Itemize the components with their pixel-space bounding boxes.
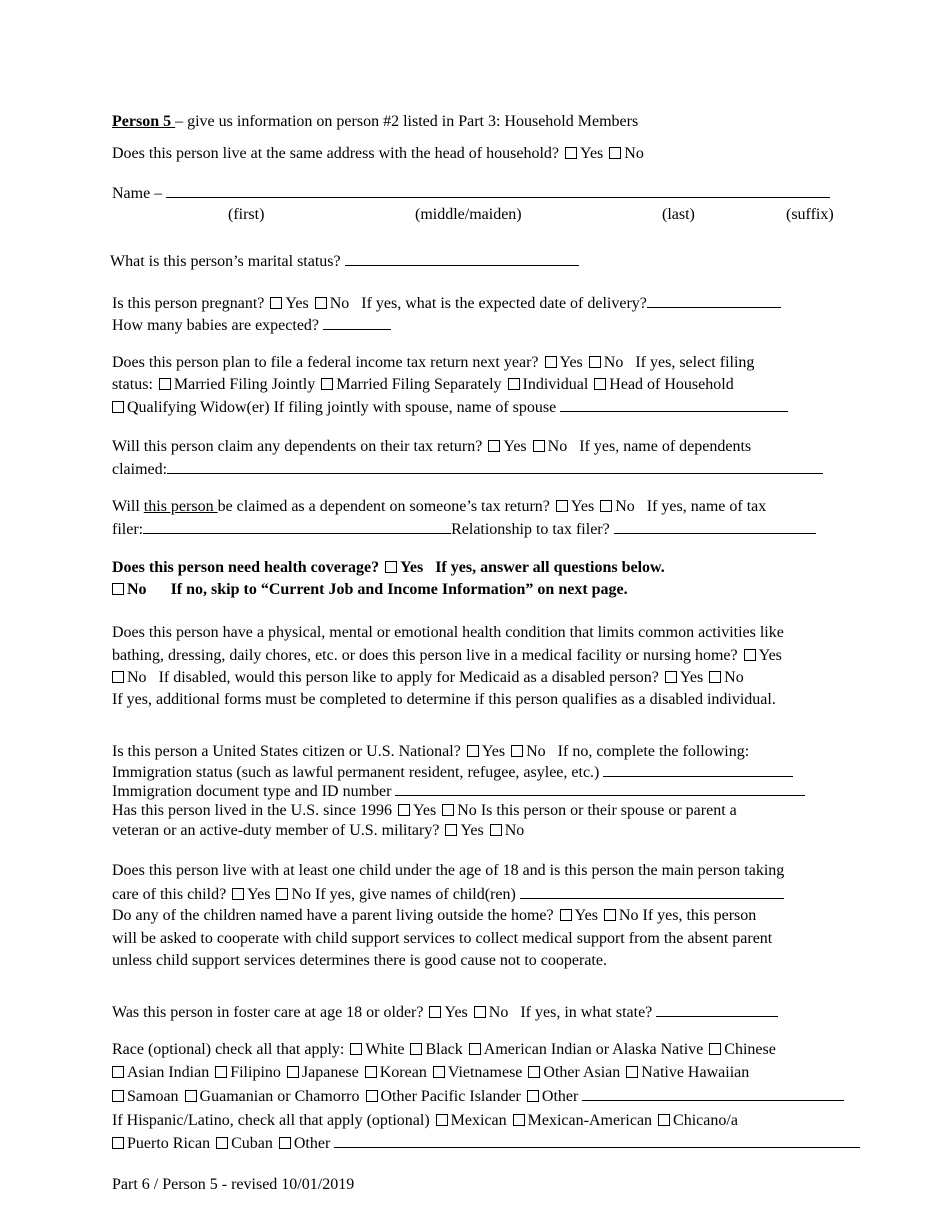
mfs-label: Married Filing Separately (336, 376, 502, 393)
yes-label: Yes (758, 647, 782, 664)
no-label: No (504, 822, 525, 839)
foster-question: Was this person in foster care at age 18 or older? (112, 1004, 424, 1021)
since-1996-yes-checkbox[interactable] (398, 804, 410, 816)
chinese-label: Chinese (724, 1041, 776, 1058)
filipino-label: Filipino (230, 1064, 281, 1081)
dependents-input[interactable] (167, 459, 823, 474)
foster-yes-checkbox[interactable] (429, 1006, 441, 1018)
citizen-question: Is this person a United States citizen or U.S. National? (112, 743, 461, 760)
same-address-yes-checkbox[interactable] (565, 147, 577, 159)
no-label: No (329, 295, 350, 312)
disability-yes-checkbox[interactable] (744, 649, 756, 661)
filer-input[interactable] (143, 519, 451, 534)
will-text: Will (112, 498, 144, 515)
samoan-label: Samoan (127, 1088, 179, 1105)
yes-label: Yes (285, 295, 309, 312)
military-no-checkbox[interactable] (490, 824, 502, 836)
child-names-label: If yes, give names of child(ren) (315, 886, 516, 903)
race-row-2 (112, 1063, 749, 1083)
race-row-1 (112, 1040, 776, 1060)
this-person-text: this person (143, 498, 218, 515)
marital-question: What is this person’s marital status? (110, 253, 341, 270)
immigration-status-input[interactable] (603, 762, 793, 777)
section-header (112, 112, 638, 132)
tax-no-checkbox[interactable] (589, 356, 601, 368)
immigration-document-label: Immigration document type and ID number (112, 783, 392, 800)
chinese-checkbox[interactable] (709, 1043, 721, 1055)
disability-line-2 (112, 646, 782, 666)
header-text: – give us information on person #2 listed in Part 3: Household Members (175, 113, 639, 130)
japanese-label: Japanese (301, 1064, 359, 1081)
child-line-1: Does this person live with at least one child under the age of 18 and is this person the main person taking (112, 862, 785, 879)
yes-label: Yes (481, 743, 506, 760)
native-hawaiian-checkbox[interactable] (626, 1066, 638, 1078)
yes-label: Yes (559, 354, 583, 371)
black-checkbox[interactable] (410, 1043, 422, 1055)
dependents-no-checkbox[interactable] (533, 440, 545, 452)
yes-label: Yes (679, 669, 704, 686)
foster-no-checkbox[interactable] (474, 1006, 486, 1018)
medicaid-question: If disabled, would this person like to apply for Medicaid as a disabled person? (158, 669, 659, 686)
no-label: No (457, 802, 477, 819)
coverage-no-note: If no, skip to “Current Job and Income Information” on next page. (170, 581, 628, 598)
vietnamese-checkbox[interactable] (433, 1066, 445, 1078)
no-label: No (127, 581, 147, 598)
child-line-5: unless child support services determines there is good cause not to cooperate. (112, 952, 607, 969)
military-yes-checkbox[interactable] (445, 824, 457, 836)
race-other-label: Other (541, 1088, 579, 1105)
citizen-if-no: If no, complete the following: (557, 743, 750, 760)
veteran-question: Is this person or their spouse or parent a (480, 802, 737, 819)
no-label: No (291, 886, 312, 903)
immigration-status-row (112, 762, 793, 783)
no-label: No (615, 498, 635, 515)
dependents-claimed-row (112, 459, 823, 480)
foster-state-input[interactable] (656, 1002, 778, 1017)
child-names-input[interactable] (520, 884, 784, 899)
dependents-names-label: If yes, name of dependents (579, 438, 752, 455)
hispanic-row-1 (112, 1111, 738, 1131)
vietnamese-label: Vietnamese (447, 1064, 523, 1081)
coverage-question: Does this person need health coverage? (112, 559, 380, 576)
tax-yes-checkbox[interactable] (545, 356, 557, 368)
yes-label: Yes (580, 145, 604, 162)
korean-checkbox[interactable] (365, 1066, 377, 1078)
yes-label: Yes (247, 886, 271, 903)
yes-label: Yes (412, 802, 437, 819)
child-care-row (112, 884, 784, 905)
babies-question: How many babies are expected? (112, 317, 320, 334)
parent-question: Do any of the children named have a parent living outside the home? (112, 907, 554, 924)
native-hawaiian-label: Native Hawaiian (641, 1064, 750, 1081)
citizen-row (112, 742, 749, 762)
disability-line-1: Does this person have a physical, mental or emotional health condition that limits common activities like (112, 624, 784, 641)
no-label: No (526, 743, 546, 760)
pregnant-yes-checkbox[interactable] (270, 297, 282, 309)
filer-label: filer: (112, 521, 144, 538)
foster-state-label: If yes, in what state? (520, 1004, 653, 1021)
race-row-3 (112, 1086, 844, 1107)
name-row (112, 183, 830, 204)
military-row (112, 821, 524, 841)
no-label: No (488, 1004, 509, 1021)
child-care-question: care of this child? (112, 886, 227, 903)
hispanic-label: If Hispanic/Latino, check all that apply (optional) (112, 1112, 430, 1129)
asian-indian-label: Asian Indian (127, 1064, 210, 1081)
claimed-label: claimed: (112, 461, 168, 478)
status-label: status: (112, 376, 153, 393)
chicano-label: Chicano/a (673, 1112, 738, 1129)
child-line-4: will be asked to cooperate with child support services to collect medical support from the absent parent (112, 930, 773, 947)
mfs-checkbox[interactable] (321, 378, 333, 390)
babies-input[interactable] (323, 315, 391, 330)
dependents-question: Will this person claim any dependents on their tax return? (112, 438, 483, 455)
filipino-checkbox[interactable] (215, 1066, 227, 1078)
cuban-checkbox[interactable] (216, 1137, 228, 1149)
child-no-checkbox[interactable] (276, 888, 288, 900)
claimed-dependent-row (112, 497, 766, 517)
disability-question: bathing, dressing, daily chores, etc. or does this person live in a medical facility or nursing home? (112, 647, 738, 664)
mexican-american-label: Mexican-American (527, 1112, 653, 1129)
disability-line-4: If yes, additional forms must be completed to determine if this person qualifies as a disabled individual. (112, 691, 776, 708)
filing-intro: If yes, select filing (635, 354, 755, 371)
same-address-question: Does this person live at the same address with the head of household? (112, 145, 559, 162)
parent-yes-checkbox[interactable] (560, 909, 572, 921)
immigration-status-label: Immigration status (such as lawful permanent resident, refugee, asylee, etc.) (112, 764, 600, 781)
spouse-input[interactable] (560, 397, 788, 412)
samoan-checkbox[interactable] (112, 1090, 124, 1102)
widow-checkbox[interactable] (112, 401, 124, 413)
individual-label: Individual (522, 376, 589, 393)
race-other-input[interactable] (582, 1086, 844, 1101)
black-label: Black (425, 1041, 463, 1058)
since-1996-no-checkbox[interactable] (442, 804, 454, 816)
page-footer: Part 6 / Person 5 - revised 10/01/2019 (112, 1176, 355, 1193)
yes-label: Yes (460, 822, 484, 839)
immigration-document-input[interactable] (395, 781, 805, 796)
claimed-no-checkbox[interactable] (600, 500, 612, 512)
person-label: Person 5 (112, 113, 176, 130)
hispanic-other-checkbox[interactable] (279, 1137, 291, 1149)
yes-label: Yes (503, 438, 527, 455)
guamanian-label: Guamanian or Chamorro (199, 1088, 360, 1105)
dependents-row (112, 437, 751, 457)
middle-caption: (middle/maiden) (415, 206, 522, 223)
babies-row (112, 315, 391, 336)
hispanic-other-input[interactable] (334, 1133, 860, 1148)
puerto-rican-checkbox[interactable] (112, 1137, 124, 1149)
coverage-yes-note: If yes, answer all questions below. (435, 559, 665, 576)
since-1996-row (112, 801, 737, 821)
mexican-american-checkbox[interactable] (513, 1114, 525, 1126)
american-indian-label: American Indian or Alaska Native (483, 1041, 704, 1058)
coverage-no-row (112, 580, 628, 600)
tax-question: Does this person plan to file a federal income tax return next year? (112, 354, 539, 371)
mexican-label: Mexican (450, 1112, 507, 1129)
no-label: No (724, 669, 744, 686)
claimed-yes-checkbox[interactable] (556, 500, 568, 512)
yes-label: Yes (574, 907, 598, 924)
pacific-islander-label: Other Pacific Islander (380, 1088, 521, 1105)
mfj-checkbox[interactable] (159, 378, 171, 390)
first-caption: (first) (228, 206, 265, 223)
medicaid-no-checkbox[interactable] (709, 671, 721, 683)
dependents-yes-checkbox[interactable] (488, 440, 500, 452)
same-address-row (112, 144, 644, 164)
widow-label: Qualifying Widow(er) (127, 399, 270, 416)
widow-row (112, 397, 788, 418)
no-label: No (547, 438, 568, 455)
mfj-label: Married Filing Jointly (173, 376, 316, 393)
name-input[interactable] (166, 183, 830, 198)
since-1996-question: Has this person lived in the U.S. since 1996 (112, 802, 392, 819)
american-indian-checkbox[interactable] (469, 1043, 481, 1055)
filing-status-row (112, 375, 734, 395)
mexican-checkbox[interactable] (436, 1114, 448, 1126)
foster-row (112, 1002, 778, 1023)
hoh-checkbox[interactable] (594, 378, 606, 390)
cooperate-label: If yes, this person (642, 907, 757, 924)
puerto-rican-label: Puerto Rican (127, 1135, 211, 1152)
japanese-checkbox[interactable] (287, 1066, 299, 1078)
pregnant-row (112, 293, 781, 314)
chicano-checkbox[interactable] (658, 1114, 670, 1126)
delivery-date-input[interactable] (647, 293, 781, 308)
yes-label: Yes (570, 498, 595, 515)
no-label: No (618, 907, 639, 924)
disability-line-3 (112, 668, 744, 688)
yes-label: Yes (400, 559, 424, 576)
white-label: White (365, 1041, 405, 1058)
suffix-caption: (suffix) (786, 206, 834, 223)
name-label: Name – (112, 185, 163, 202)
marital-row (110, 251, 579, 272)
pregnant-question: Is this person pregnant? (112, 295, 265, 312)
military-question: veteran or an active-duty member of U.S. military? (112, 822, 440, 839)
child-yes-checkbox[interactable] (232, 888, 244, 900)
individual-checkbox[interactable] (508, 378, 520, 390)
immigration-document-row (112, 781, 805, 802)
marital-input[interactable] (345, 251, 579, 266)
relationship-input[interactable] (614, 519, 816, 534)
relationship-label: Relationship to tax filer? (451, 521, 610, 538)
no-label: No (127, 669, 147, 686)
hispanic-other-label: Other (293, 1135, 331, 1152)
yes-label: Yes (444, 1004, 468, 1021)
pregnant-no-checkbox[interactable] (315, 297, 327, 309)
korean-label: Korean (379, 1064, 427, 1081)
claimed-question: be claimed as a dependent on someone’s tax return? (217, 498, 550, 515)
coverage-row (112, 558, 665, 578)
citizen-no-checkbox[interactable] (511, 745, 523, 757)
delivery-question: If yes, what is the expected date of delivery? (361, 295, 647, 312)
coverage-no-checkbox[interactable] (112, 583, 124, 595)
spouse-question: If filing jointly with spouse, name of spouse (273, 399, 557, 416)
asian-indian-checkbox[interactable] (112, 1066, 124, 1078)
race-label: Race (optional) check all that apply: (112, 1041, 345, 1058)
race-other-checkbox[interactable] (527, 1090, 539, 1102)
filer-row (112, 519, 816, 540)
other-asian-label: Other Asian (543, 1064, 621, 1081)
tax-row (112, 353, 754, 373)
citizen-yes-checkbox[interactable] (467, 745, 479, 757)
hoh-label: Head of Household (609, 376, 734, 393)
no-label: No (624, 145, 644, 162)
guamanian-checkbox[interactable] (185, 1090, 197, 1102)
tax-filer-label: If yes, name of tax (646, 498, 767, 515)
coverage-yes-checkbox[interactable] (385, 561, 397, 573)
medicaid-yes-checkbox[interactable] (665, 671, 677, 683)
parent-no-checkbox[interactable] (604, 909, 616, 921)
hispanic-row-2 (112, 1133, 860, 1154)
last-caption: (last) (662, 206, 695, 223)
disability-no-checkbox[interactable] (112, 671, 124, 683)
pacific-islander-checkbox[interactable] (366, 1090, 378, 1102)
child-parent-row (112, 906, 756, 926)
same-address-no-checkbox[interactable] (609, 147, 621, 159)
other-asian-checkbox[interactable] (528, 1066, 540, 1078)
white-checkbox[interactable] (350, 1043, 362, 1055)
no-label: No (603, 354, 624, 371)
cuban-label: Cuban (231, 1135, 273, 1152)
